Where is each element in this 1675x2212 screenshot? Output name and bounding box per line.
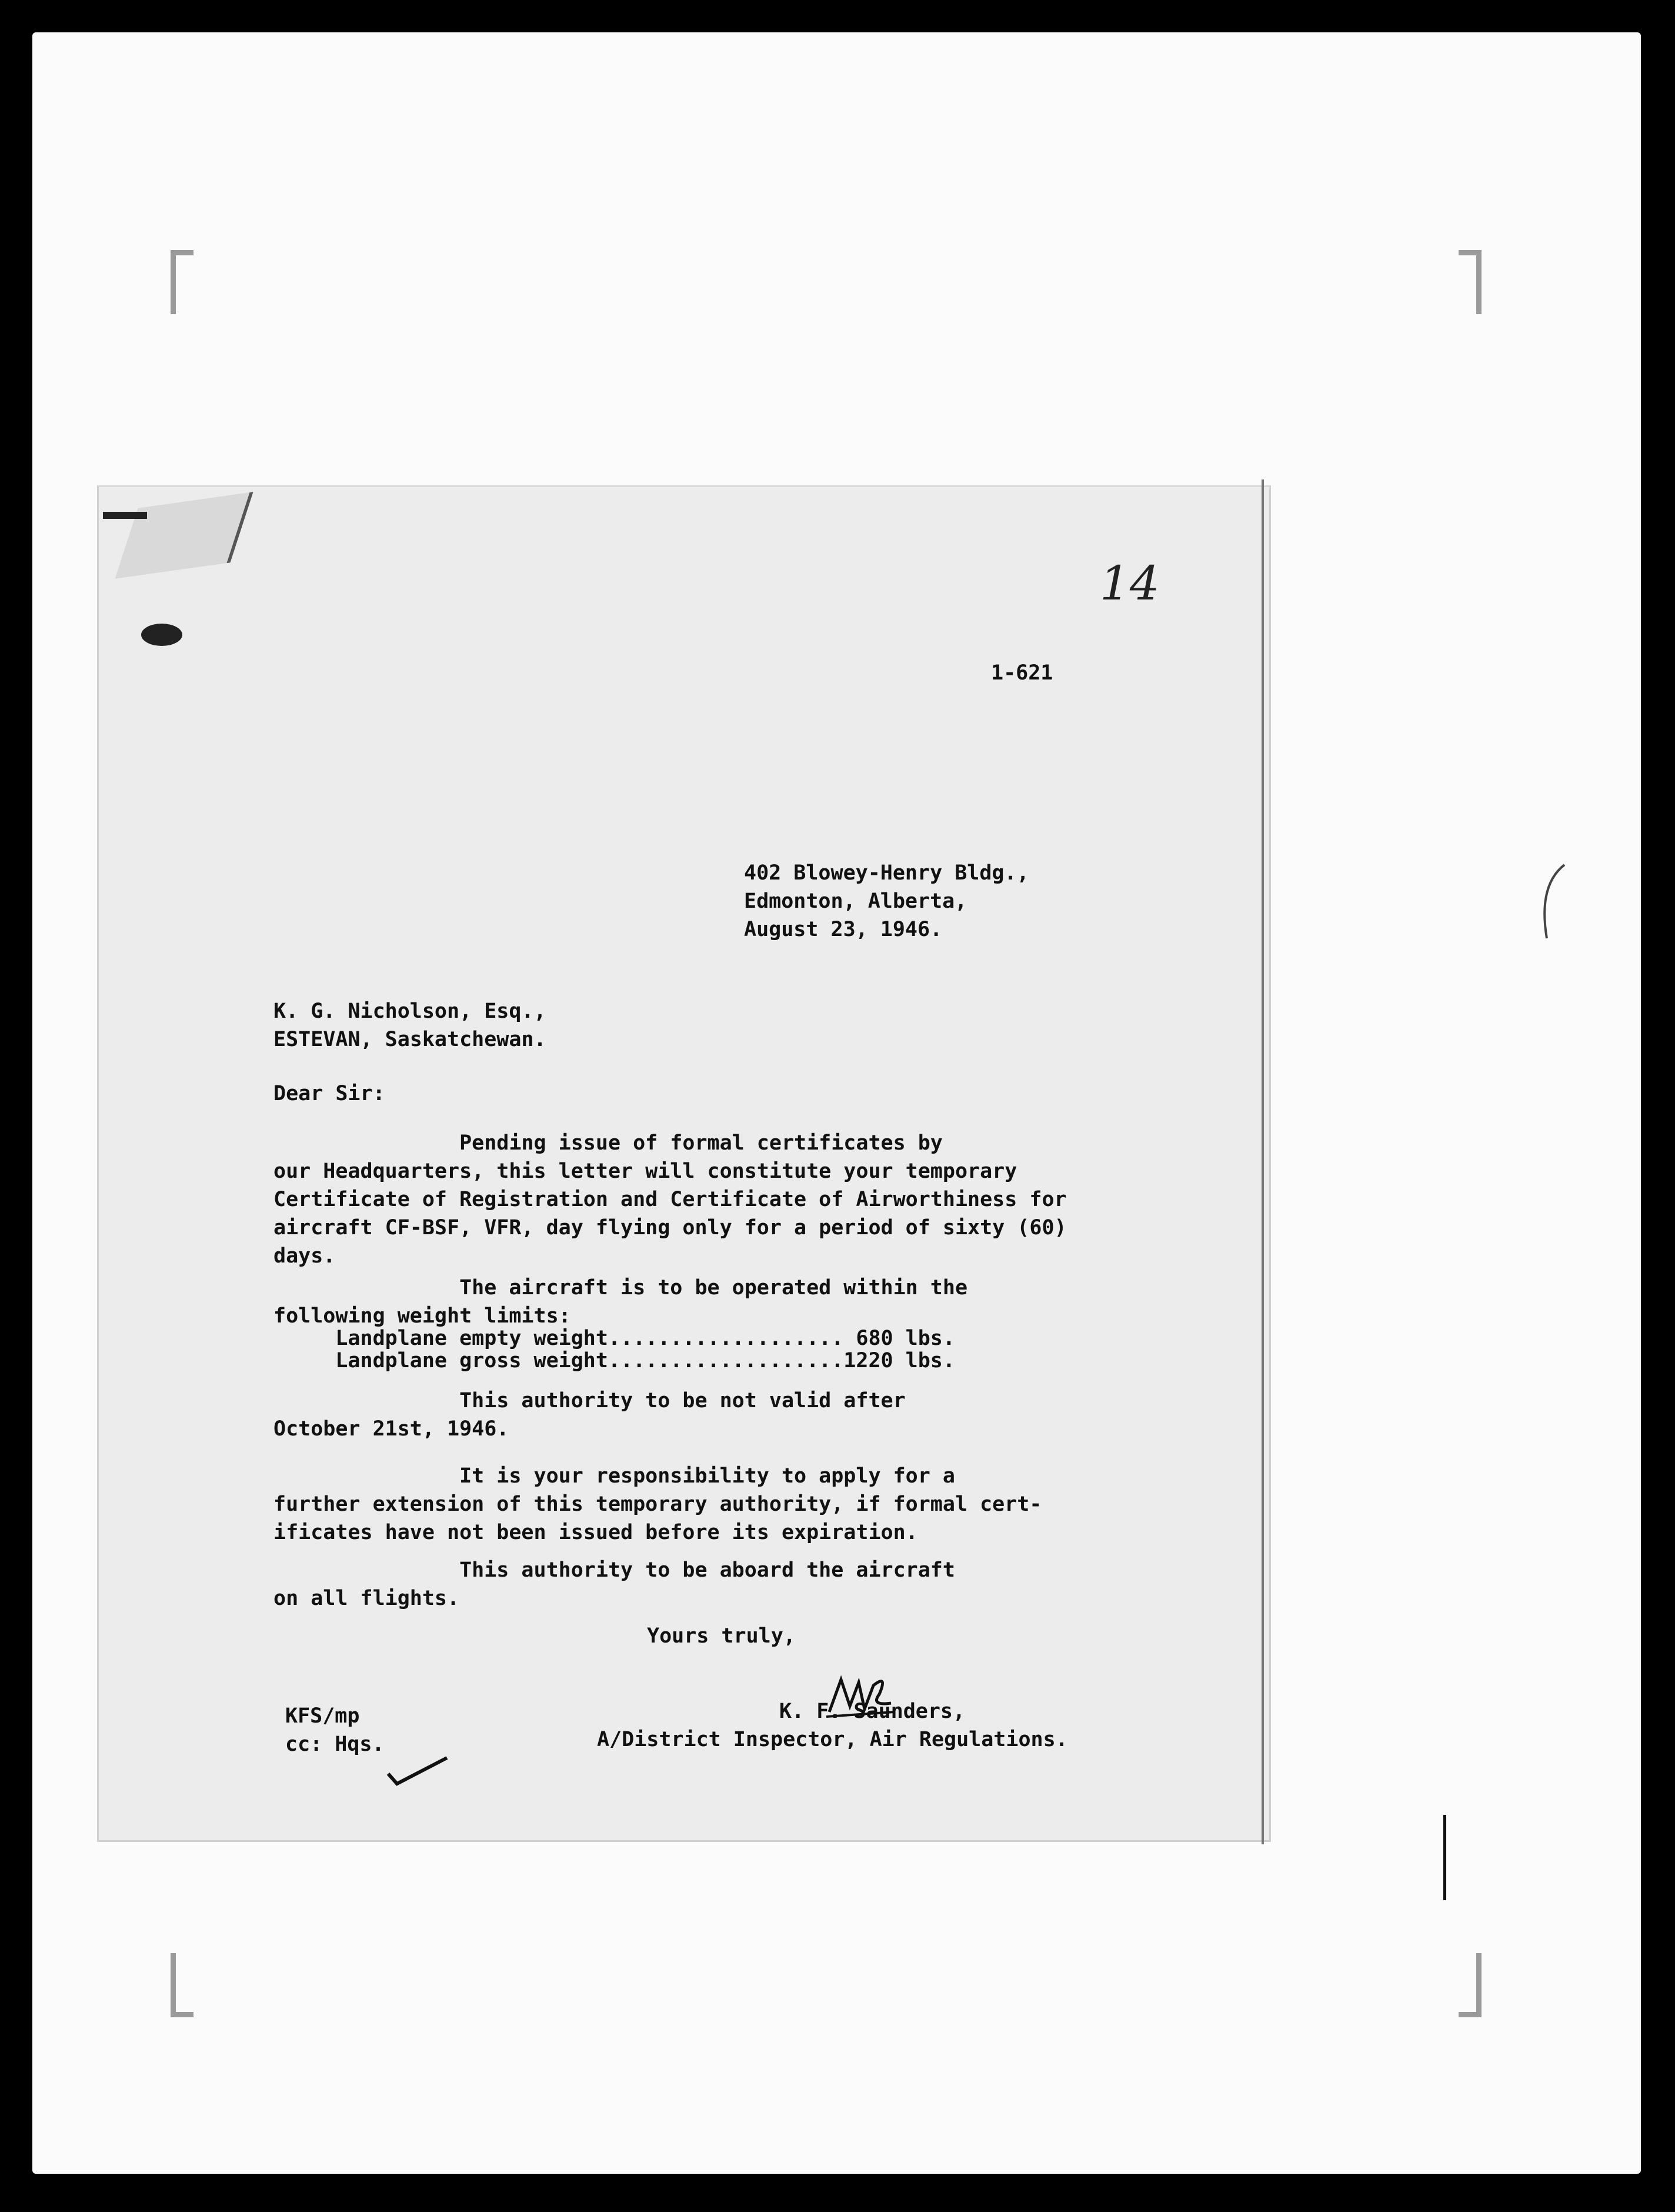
page-edge-shadow <box>1262 479 1282 1844</box>
handwritten-page-number: 14 <box>1100 556 1160 611</box>
body-line: days. <box>273 1244 336 1268</box>
file-number: 1-621 <box>991 661 1053 685</box>
letter-date: August 23, 1946. <box>744 918 943 941</box>
closing: Yours truly, <box>647 1624 796 1648</box>
sender-address-line-1: 402 Blowey-Henry Bldg., <box>744 861 1029 885</box>
ink-blot <box>141 624 182 646</box>
body-line: Pending issue of formal certificates by <box>273 1131 943 1155</box>
photocopy-sheet <box>32 32 1641 2174</box>
body-line: This authority to be not valid after <box>273 1389 906 1413</box>
margin-arc-mark <box>1535 862 1570 944</box>
body-line: on all flights. <box>273 1587 460 1610</box>
weight-empty: Landplane empty weight................... 680 lbs. <box>273 1327 955 1350</box>
body-line: October 21st, 1946. <box>273 1417 509 1441</box>
crop-mark-bottom-right <box>1459 1953 1482 2017</box>
crop-mark-bottom-left <box>171 1953 193 2017</box>
sender-address-line-2: Edmonton, Alberta, <box>744 890 967 913</box>
crop-mark-top-left <box>171 250 193 314</box>
typist-initials: KFS/mp <box>285 1704 360 1728</box>
tape-mark <box>103 512 147 519</box>
salutation: Dear Sir: <box>273 1082 385 1105</box>
body-line: The aircraft is to be operated within the <box>273 1276 968 1300</box>
carbon-copy: cc: Hqs. <box>285 1733 385 1756</box>
crop-mark-top-right <box>1459 250 1482 314</box>
body-line: our Headquarters, this letter will constitute your temporary <box>273 1160 1017 1183</box>
signer-name: K. F. Saunders, <box>779 1700 966 1723</box>
body-line: ificates have not been issued before its expiration. <box>273 1521 918 1544</box>
body-line: further extension of this temporary authority, if formal cert- <box>273 1493 1042 1516</box>
recipient-name: K. G. Nicholson, Esq., <box>273 1000 546 1023</box>
recipient-location: ESTEVAN, Saskatchewan. <box>273 1028 546 1051</box>
body-line: It is your responsibility to apply for a <box>273 1464 955 1488</box>
check-mark <box>385 1753 450 1788</box>
body-line: Certificate of Registration and Certificate of Airworthiness for <box>273 1188 1067 1211</box>
body-line: aircraft CF-BSF, VFR, day flying only for a period of sixty (60) <box>273 1216 1067 1240</box>
weight-gross: Landplane gross weight...................1220 lbs. <box>273 1349 955 1372</box>
signer-title: A/District Inspector, Air Regulations. <box>597 1728 1068 1751</box>
body-line: following weight limits: <box>273 1304 571 1328</box>
margin-line <box>1443 1815 1446 1900</box>
body-line: This authority to be aboard the aircraft <box>273 1558 955 1582</box>
